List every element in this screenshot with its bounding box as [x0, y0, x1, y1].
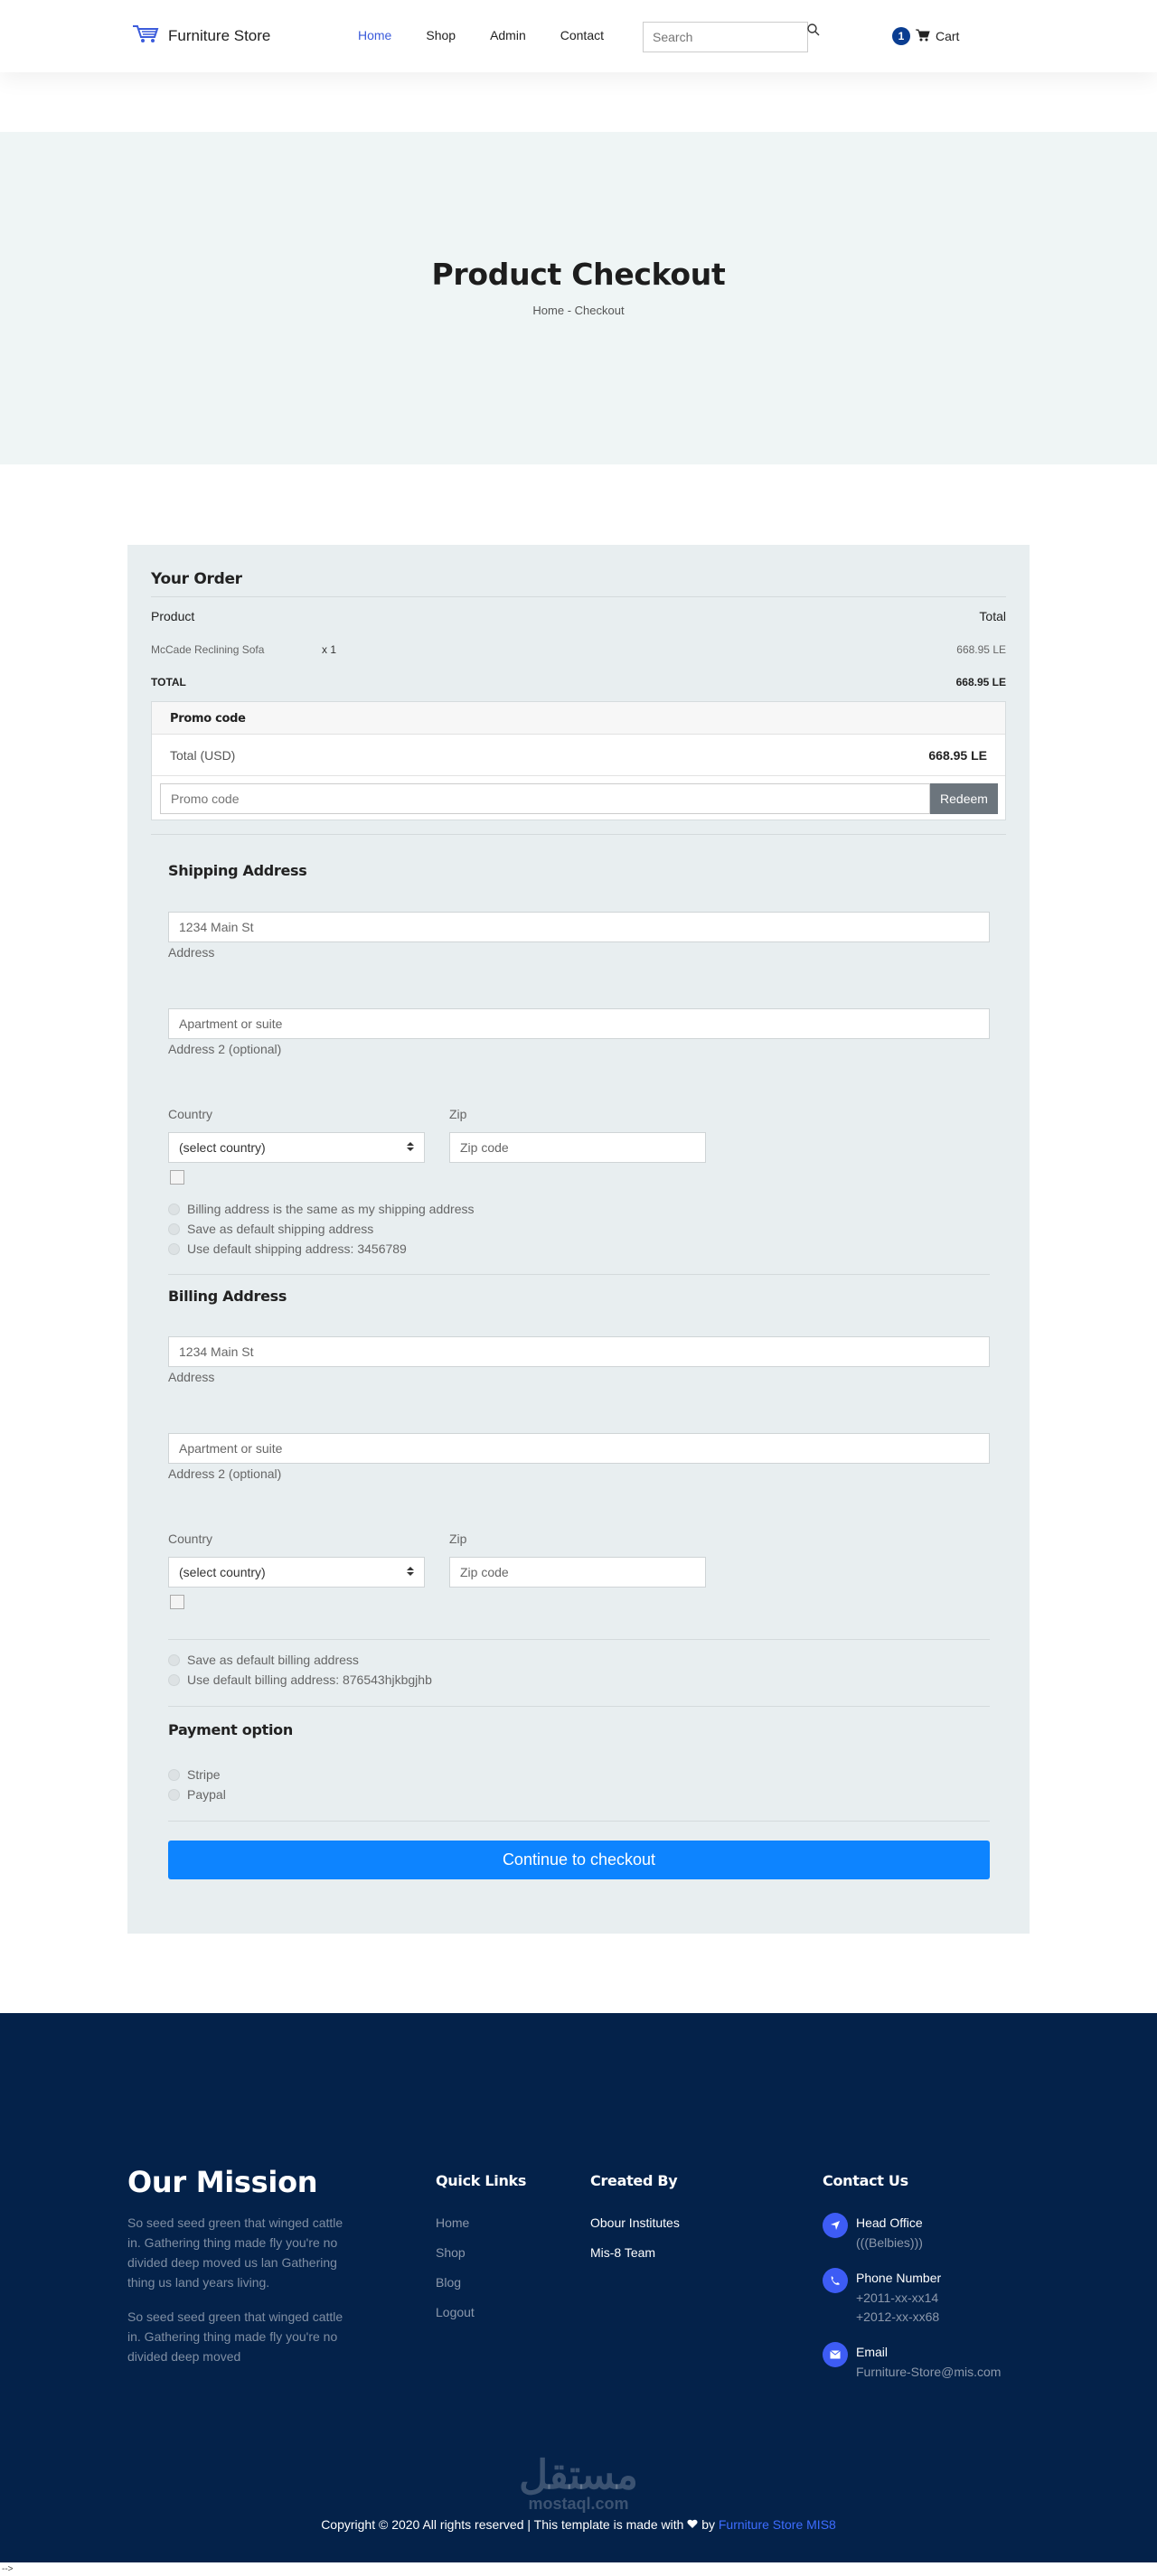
phone-icon	[823, 2268, 848, 2293]
stray-text: -->	[2, 2564, 14, 2574]
billing-country-value: (select country)	[179, 1565, 266, 1579]
promo-total-row	[152, 735, 1005, 776]
col-product-header: Product	[151, 609, 195, 623]
nav-admin[interactable]: Admin	[490, 28, 526, 42]
order-total-label: TOTAL	[151, 676, 186, 688]
main-nav	[358, 28, 638, 42]
checkbox[interactable]	[168, 1204, 180, 1215]
billing-address2-input[interactable]: Apartment or suite	[168, 1433, 990, 1464]
nav-contact[interactable]: Contact	[560, 28, 604, 42]
shipping-country-label: Country	[168, 1107, 213, 1121]
cart-link[interactable]	[892, 27, 959, 45]
check-label: Save as default billing address	[187, 1653, 359, 1667]
payment-option-stripe[interactable]	[168, 1767, 221, 1782]
mission-text-1: So seed seed green that winged cattle in. Gathering thing made fly you're no divided deep moved us lan Gathering thing us land years living.	[127, 2215, 343, 2290]
shipping-address-label: Address	[168, 945, 215, 960]
check-save-billing[interactable]	[168, 1653, 359, 1667]
promo-code-input[interactable]	[160, 783, 930, 814]
cart-count-badge: 1	[892, 27, 910, 45]
site-header	[0, 0, 1157, 72]
promo-total-label: Total (USD)	[170, 747, 236, 763]
footer-link-logout[interactable]: Logout	[436, 2305, 475, 2319]
copyright-text: Copyright © 2020 All rights reserved | This template is made with	[321, 2517, 684, 2532]
head-office-label: Head Office	[856, 2215, 923, 2230]
nav-home[interactable]: Home	[358, 28, 392, 42]
billing-address-label: Address	[168, 1370, 215, 1384]
check-save-shipping[interactable]	[168, 1222, 373, 1236]
check-label: Use default billing address: 876543hjkbgjhb	[187, 1672, 432, 1687]
phone-label: Phone Number	[856, 2271, 942, 2285]
check-label: Use default shipping address: 3456789	[187, 1241, 407, 1256]
checkbox[interactable]	[168, 1223, 180, 1235]
billing-zip-input[interactable]: Zip code	[449, 1557, 706, 1588]
billing-address-input[interactable]: 1234 Main St	[168, 1336, 990, 1367]
shipping-address2-label: Address 2 (optional)	[168, 1042, 282, 1056]
redeem-button[interactable]: Redeem	[930, 783, 998, 814]
radio-label: Paypal	[187, 1787, 226, 1802]
check-use-default-billing[interactable]	[168, 1672, 432, 1687]
order-item-price: 668.95 LE	[956, 643, 1006, 656]
contact-title: Contact Us	[823, 2172, 908, 2189]
shipping-country-value: (select country)	[179, 1140, 266, 1155]
shipping-address-input[interactable]: 1234 Main St	[168, 912, 990, 942]
copyright-by: by	[701, 2517, 715, 2532]
radio[interactable]	[168, 1789, 180, 1801]
promo-title: Promo code	[152, 702, 1005, 735]
site-footer	[0, 2013, 1157, 2562]
promo-box	[151, 701, 1006, 820]
location-arrow-icon	[823, 2213, 848, 2238]
continue-to-checkout-button[interactable]: Continue to checkout	[168, 1841, 990, 1879]
order-title: Your Order	[151, 570, 242, 588]
search-input[interactable]	[643, 22, 808, 52]
footer-link-home[interactable]: Home	[436, 2215, 470, 2230]
mission-title: Our Mission	[127, 2165, 318, 2199]
watermark-sub: mostaql.com	[528, 2495, 629, 2513]
nav-shop[interactable]: Shop	[426, 28, 456, 42]
divider	[168, 1821, 990, 1822]
order-item-name: McCade Reclining Sofa	[151, 643, 265, 656]
page-hero	[0, 132, 1157, 464]
phone-number-2: +2012-xx-xx68	[856, 2309, 940, 2324]
checkbox[interactable]	[168, 1674, 180, 1686]
checkbox[interactable]	[168, 1243, 180, 1255]
broken-image-icon	[170, 1595, 184, 1609]
divider	[168, 1639, 990, 1640]
email-label: Email	[856, 2345, 889, 2359]
promo-total-value: 668.95 LE	[928, 747, 987, 763]
shipping-title: Shipping Address	[168, 862, 307, 879]
footer-link-blog[interactable]: Blog	[436, 2275, 462, 2290]
created-by-team: Mis-8 Team	[590, 2245, 656, 2260]
select-arrows-icon	[407, 1140, 414, 1155]
page-title: Product Checkout	[431, 257, 726, 292]
payment-option-paypal[interactable]	[168, 1787, 226, 1802]
created-by-institute: Obour Institutes	[590, 2215, 680, 2230]
shipping-country-select[interactable]	[168, 1132, 425, 1163]
mission-text-2: So seed seed green that winged cattle in. Gathering thing made fly you're no divided deep moved	[127, 2309, 343, 2364]
check-label: Billing address is the same as my shipping address	[187, 1202, 475, 1216]
shipping-zip-label: Zip	[449, 1107, 467, 1121]
broken-image-icon	[170, 1170, 184, 1185]
copyright-brand-link[interactable]: Furniture Store MIS8	[718, 2517, 836, 2532]
heart-icon	[687, 2517, 701, 2532]
billing-zip-label: Zip	[449, 1532, 467, 1546]
head-office-value: (((Belbies)))	[856, 2235, 923, 2250]
order-total-value: 668.95 LE	[955, 676, 1006, 688]
divider	[151, 834, 1006, 835]
cart-icon	[916, 29, 930, 44]
divider	[151, 596, 1006, 597]
shipping-zip-input[interactable]: Zip code	[449, 1132, 706, 1163]
logo-text: Furniture Store	[168, 26, 271, 44]
payment-title: Payment option	[168, 1721, 293, 1738]
select-arrows-icon	[407, 1565, 414, 1579]
order-item-qty: x 1	[322, 643, 337, 656]
col-total-header: Total	[979, 609, 1006, 623]
breadcrumb: Home - Checkout	[532, 304, 625, 317]
checkbox[interactable]	[168, 1654, 180, 1666]
phone-number-1: +2011-xx-xx14	[856, 2290, 939, 2305]
divider	[168, 1274, 990, 1275]
email-value: Furniture-Store@mis.com	[856, 2365, 1002, 2379]
cart-label: Cart	[936, 29, 960, 43]
search-icon[interactable]	[807, 23, 820, 41]
check-use-default-shipping[interactable]	[168, 1241, 407, 1256]
checkout-panel	[127, 545, 1030, 1934]
mostaql-watermark	[506, 2453, 651, 2513]
radio[interactable]	[168, 1769, 180, 1781]
billing-country-select[interactable]	[168, 1557, 425, 1588]
quick-links-title: Quick Links	[436, 2172, 527, 2189]
created-by-title: Created By	[590, 2172, 678, 2189]
copyright	[0, 2517, 1157, 2532]
cart-logo-icon	[132, 23, 159, 48]
check-billing-same[interactable]	[168, 1202, 475, 1216]
billing-title: Billing Address	[168, 1288, 287, 1305]
email-icon	[823, 2342, 848, 2367]
divider	[168, 1706, 990, 1707]
billing-country-label: Country	[168, 1532, 213, 1546]
billing-address2-label: Address 2 (optional)	[168, 1466, 282, 1481]
logo[interactable]	[132, 23, 270, 48]
footer-link-shop[interactable]: Shop	[436, 2245, 466, 2260]
radio-label: Stripe	[187, 1767, 221, 1782]
check-label: Save as default shipping address	[187, 1222, 374, 1236]
shipping-address2-input[interactable]: Apartment or suite	[168, 1008, 990, 1039]
watermark-text: مستقل	[519, 2453, 638, 2497]
